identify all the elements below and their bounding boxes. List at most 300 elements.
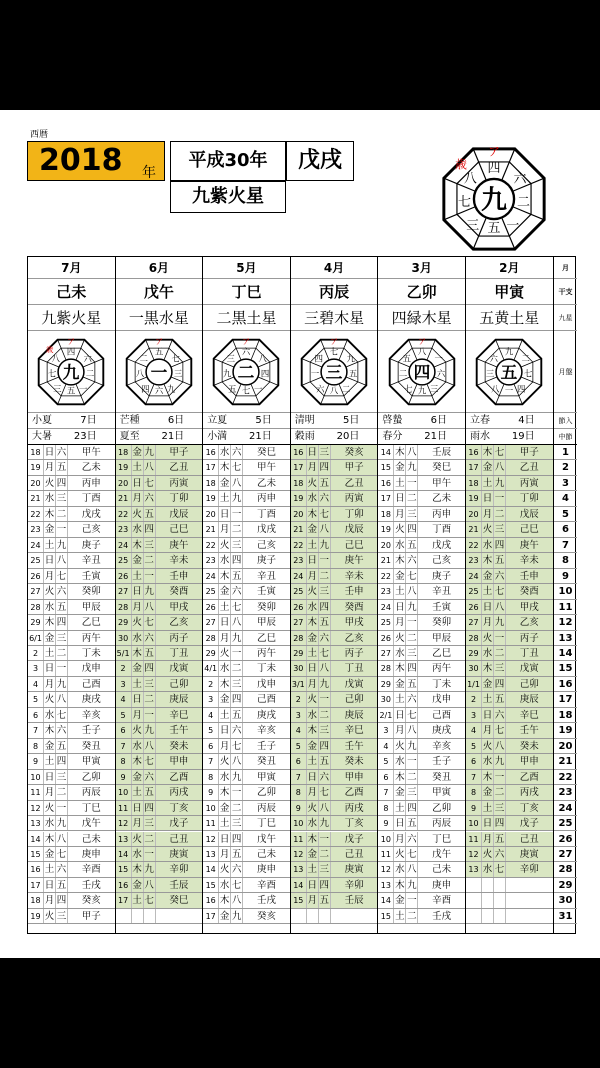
day-cell: 29 <box>378 677 394 691</box>
day-cell <box>482 909 494 923</box>
day-cell: 九 <box>231 493 242 505</box>
day-cell: 九 <box>494 477 505 489</box>
day-cell: 六 <box>407 694 417 706</box>
day-row <box>203 754 290 769</box>
day-cell: 日 <box>44 879 55 891</box>
day-cell: 一 <box>56 802 67 814</box>
month-6-board-cell: 三 <box>486 368 495 379</box>
day-cell <box>319 909 331 923</box>
month-column-5 <box>378 257 466 933</box>
day-row <box>116 661 203 676</box>
day-cell: 19 <box>203 491 219 505</box>
day-cell: 戊申 <box>432 694 452 706</box>
day-cell: 辛丑 <box>81 555 101 567</box>
day-cell: 癸卯 <box>256 601 276 613</box>
day-cell: 26 <box>291 600 307 614</box>
month-4-board-cell: 五 <box>348 368 358 379</box>
month-column-1 <box>28 257 116 933</box>
day-cell: 乙巳 <box>432 647 452 659</box>
day-cell: 六 <box>144 632 154 644</box>
day-cell: 丙子 <box>344 647 364 659</box>
day-row <box>466 445 553 460</box>
day-cell: 月 <box>307 678 318 690</box>
month-5-board-center: 四 <box>413 361 431 382</box>
day-cell: 23 <box>466 553 482 567</box>
day-cell: 五 <box>144 647 154 659</box>
month-2-board-center: 一 <box>150 361 168 382</box>
chu-day: 20日 <box>336 431 360 442</box>
day-cell: 水 <box>44 601 55 613</box>
day-cell: 2 <box>291 692 307 706</box>
month-1-board-cell: 四 <box>67 346 76 357</box>
day-cell: 癸卯 <box>432 617 452 629</box>
day-cell: 15 <box>203 878 219 892</box>
day-row <box>378 600 465 615</box>
day-cell: 日 <box>307 771 318 783</box>
day-cell: 15 <box>378 460 394 474</box>
legend-kanshi: 干支 <box>554 279 577 305</box>
day-row <box>466 646 553 661</box>
day-cell: 17 <box>28 878 44 892</box>
month-2-board-cell: 九 <box>166 383 176 394</box>
day-cell: 11 <box>28 785 44 799</box>
day-cell: 五 <box>494 833 505 845</box>
day-row <box>378 909 465 924</box>
day-row <box>378 615 465 630</box>
day-cell: 16 <box>466 445 482 459</box>
day-cell: 二 <box>144 833 154 845</box>
day-row <box>378 893 465 908</box>
day-cell <box>291 909 307 923</box>
day-cell: 金 <box>307 524 318 536</box>
day-row <box>116 893 203 908</box>
day-cell: 金 <box>307 848 318 860</box>
day-cell: 月 <box>44 787 55 799</box>
day-cell: 11 <box>378 847 394 861</box>
day-cell: 5 <box>203 723 219 737</box>
day-cell: 29 <box>116 615 132 629</box>
day-cell: 3 <box>116 677 132 691</box>
day-cell: 土 <box>132 895 142 907</box>
month-name: 4月 <box>291 257 378 279</box>
day-cell: 四 <box>231 555 242 567</box>
day-row <box>291 460 378 475</box>
day-cell: 甲辰 <box>432 632 452 644</box>
day-cell: 水 <box>219 879 230 891</box>
day-row <box>378 832 465 847</box>
day-cell: 30 <box>291 661 307 675</box>
day-cell: 九 <box>56 818 67 830</box>
day-cell: 二 <box>56 508 67 520</box>
day-cell: 五 <box>407 539 417 551</box>
day-cell: 30 <box>378 692 394 706</box>
day-row <box>291 847 378 862</box>
day-cell: 木 <box>132 647 142 659</box>
day-number: 8 <box>554 553 577 568</box>
legend-column <box>554 257 577 933</box>
day-cell: 癸亥 <box>81 895 101 907</box>
month-2-board-cell: 四 <box>141 383 150 394</box>
day-cell: 火 <box>132 725 142 737</box>
day-cell: 8 <box>291 785 307 799</box>
day-cell <box>116 909 132 923</box>
year-kyusei-board-icon <box>435 140 553 258</box>
day-cell: 金 <box>395 570 405 582</box>
day-cell: 5 <box>466 739 482 753</box>
setsu-row <box>466 413 553 429</box>
day-row <box>378 692 465 707</box>
day-number: 30 <box>554 893 577 908</box>
month-kanshi: 乙卯 <box>378 279 465 305</box>
month-kanshi: 丁巳 <box>203 279 290 305</box>
chu-name: 夏至 <box>119 431 140 442</box>
day-cell: 乙未 <box>432 493 452 505</box>
month-5-board-cell: 三 <box>429 383 439 394</box>
month-5-board-mark: ア <box>417 336 426 346</box>
chu-name: 雨水 <box>470 431 490 442</box>
day-row <box>466 631 553 646</box>
day-cell: 一 <box>407 895 417 907</box>
day-number: 13 <box>554 631 577 646</box>
day-cell: 16 <box>203 445 219 459</box>
day-cell: 五 <box>319 756 330 768</box>
day-cell: 土 <box>219 493 230 505</box>
day-row <box>378 553 465 568</box>
day-cell: 3/1 <box>291 677 307 691</box>
setsu-day: 6日 <box>430 415 447 426</box>
day-row <box>28 507 115 522</box>
day-cell: 四 <box>56 477 67 489</box>
day-cell: 水 <box>132 848 142 860</box>
day-row <box>203 893 290 908</box>
day-cell: 八 <box>494 462 505 474</box>
day-cell: 21 <box>203 522 219 536</box>
day-cell: 2/1 <box>378 708 394 722</box>
day-cell <box>506 893 553 907</box>
day-row <box>203 785 290 800</box>
day-cell: 火 <box>307 586 318 598</box>
month-3-board-cell: 四 <box>261 368 270 379</box>
day-cell: 四 <box>56 895 67 907</box>
day-cell: 金 <box>395 678 405 690</box>
setsu-day: 6日 <box>167 415 185 426</box>
day-cell: 五 <box>56 462 67 474</box>
day-cell: 五 <box>319 477 330 489</box>
day-cell: 土 <box>219 601 230 613</box>
day-cell: 二 <box>144 555 154 567</box>
day-cell: 2 <box>28 646 44 660</box>
chu-day: 21日 <box>249 431 272 442</box>
month-board <box>291 331 378 413</box>
day-cell: 22 <box>378 569 394 583</box>
day-cell: 乙未 <box>81 462 101 474</box>
day-cell: 水 <box>132 740 142 752</box>
day-row <box>116 600 203 615</box>
day-cell: 15 <box>116 862 132 876</box>
month-name: 2月 <box>466 257 553 279</box>
day-cell: 木 <box>44 508 55 520</box>
day-cell: 水 <box>307 601 318 613</box>
day-cell: 庚子 <box>256 555 276 567</box>
day-row <box>203 476 290 491</box>
day-number: 11 <box>554 600 577 615</box>
day-cell: 五 <box>56 740 67 752</box>
day-cell: 金 <box>307 740 318 752</box>
day-cell: 月 <box>44 678 55 690</box>
day-row <box>28 569 115 584</box>
day-cell: 癸酉 <box>519 586 539 598</box>
day-cell: 三 <box>494 524 505 536</box>
day-cell: 月 <box>219 848 230 860</box>
day-cell: 八 <box>56 694 67 706</box>
day-cell: 日 <box>482 493 493 505</box>
day-cell: 一 <box>231 647 242 659</box>
day-cell: 20 <box>28 476 44 490</box>
day-cell: 25 <box>203 584 219 598</box>
day-cell: 25 <box>291 584 307 598</box>
day-cell: 金 <box>132 555 142 567</box>
day-cell: 14 <box>116 847 132 861</box>
day-cell: 8 <box>116 754 132 768</box>
day-cell: 九 <box>144 447 154 458</box>
month-kanshi: 甲寅 <box>466 279 553 305</box>
day-cell: 土 <box>482 586 493 598</box>
day-cell: 庚子 <box>81 539 101 551</box>
day-cell: 14 <box>203 862 219 876</box>
day-cell: 六 <box>319 771 330 783</box>
month-4-board-cell: 六 <box>316 383 325 394</box>
day-cell: 土 <box>482 802 493 814</box>
day-cell: 五 <box>231 709 242 721</box>
chu-row <box>378 429 465 445</box>
day-cell: 木 <box>307 508 318 520</box>
day-number: 25 <box>554 816 577 831</box>
day-cell: 壬子 <box>256 740 276 752</box>
day-cell: 木 <box>44 833 55 845</box>
day-cell: 己亥 <box>432 555 452 567</box>
day-cell: 七 <box>144 895 154 907</box>
day-cell: 三 <box>56 493 67 505</box>
month-2-board-cell: 二 <box>139 352 148 363</box>
day-row <box>378 460 465 475</box>
day-cell: 土 <box>395 694 405 706</box>
day-cell: 月 <box>307 570 318 582</box>
day-cell: 土 <box>44 647 55 659</box>
day-cell: 5 <box>116 708 132 722</box>
month-6-board-cell: 九 <box>505 346 514 357</box>
day-cell: 10 <box>28 770 44 784</box>
day-cell: 16 <box>203 893 219 907</box>
day-cell: 癸亥 <box>344 447 364 458</box>
day-cell: 日 <box>482 709 493 721</box>
day-cell: 木 <box>482 771 493 783</box>
month-1-board-cell: 八 <box>51 352 61 363</box>
day-cell: 日 <box>307 447 318 458</box>
day-cell: 壬戌 <box>81 879 101 891</box>
day-cell: 乙酉 <box>169 771 189 783</box>
day-cell: 火 <box>132 617 142 629</box>
legend-chu: 中節 <box>554 429 577 445</box>
year-eto: 戊戌 <box>286 141 354 181</box>
day-cell: 癸酉 <box>169 586 189 598</box>
day-cell: 27 <box>291 615 307 629</box>
day-cell: 丙申 <box>256 493 276 505</box>
day-cell: 癸未 <box>169 740 189 752</box>
day-cell: 土 <box>395 802 405 814</box>
day-cell: 三 <box>56 910 67 922</box>
day-cell: 丙戌 <box>519 787 539 799</box>
day-number: 27 <box>554 847 577 862</box>
day-cell: 己亥 <box>256 539 276 551</box>
day-cell: 15 <box>291 893 307 907</box>
day-cell: 金 <box>482 462 493 474</box>
day-row <box>28 460 115 475</box>
day-row <box>466 708 553 723</box>
day-cell: 七 <box>319 647 330 659</box>
day-cell: 土 <box>482 694 493 706</box>
day-cell: 金 <box>219 802 230 814</box>
day-row <box>28 631 115 646</box>
day-cell: 水 <box>44 493 55 505</box>
day-cell: 癸未 <box>519 740 539 752</box>
day-row <box>116 723 203 738</box>
day-cell: 八 <box>144 462 154 474</box>
day-cell: 一 <box>319 555 330 567</box>
day-cell: 七 <box>144 617 154 629</box>
setsu-name: 立夏 <box>207 415 228 426</box>
day-cell: 六 <box>407 833 417 845</box>
month-5-board-cell: 九 <box>417 384 426 395</box>
day-cell: 六 <box>231 447 242 458</box>
month-star: 二黒土星 <box>203 305 290 331</box>
day-cell: 木 <box>307 725 318 737</box>
day-cell: 三 <box>319 447 330 458</box>
day-cell: 18 <box>28 445 44 459</box>
day-cell: 丙辰 <box>256 802 276 814</box>
day-cell: 金 <box>395 462 405 474</box>
day-cell: 六 <box>319 632 330 644</box>
day-cell: 己未 <box>81 833 101 845</box>
day-cell: 己酉 <box>81 678 101 690</box>
day-cell: 丙辰 <box>81 787 101 799</box>
day-cell: 七 <box>494 864 505 876</box>
month-5-board-cell: 六 <box>436 368 445 379</box>
day-cell: 5 <box>291 739 307 753</box>
day-row <box>291 631 378 646</box>
day-cell: 26 <box>466 600 482 614</box>
day-cell: 3 <box>291 708 307 722</box>
day-cell: 木 <box>482 663 493 675</box>
day-cell: 三 <box>144 539 154 551</box>
day-row <box>28 723 115 738</box>
day-cell: 日 <box>395 493 405 505</box>
day-row <box>28 770 115 785</box>
day-cell: 九 <box>144 725 154 737</box>
day-cell: 26 <box>116 569 132 583</box>
day-cell: 戊申 <box>81 663 101 675</box>
day-cell: 甲辰 <box>81 601 101 613</box>
day-cell: 己巳 <box>519 524 539 536</box>
day-cell: 癸巳 <box>256 447 276 458</box>
day-cell: 七 <box>494 447 505 458</box>
day-cell: 二 <box>56 787 67 799</box>
day-cell: 24 <box>378 600 394 614</box>
day-cell: 27 <box>28 584 44 598</box>
day-row <box>28 522 115 537</box>
day-cell: 辛酉 <box>432 895 452 907</box>
day-cell: 9 <box>466 801 482 815</box>
chu-day: 23日 <box>73 431 97 442</box>
day-cell: 水 <box>132 524 142 536</box>
day-cell: 2 <box>466 692 482 706</box>
day-cell: 3 <box>466 708 482 722</box>
chu-day: 19日 <box>511 431 535 442</box>
day-cell: 丁巳 <box>81 802 101 814</box>
day-row <box>28 893 115 908</box>
day-row <box>291 476 378 491</box>
day-cell: 九 <box>319 539 330 551</box>
day-cell: 土 <box>219 818 230 830</box>
day-cell: 庚寅 <box>169 848 189 860</box>
day-cell: 壬申 <box>344 586 364 598</box>
day-cell <box>482 893 494 907</box>
month-column-4 <box>291 257 379 933</box>
day-cell: 癸亥 <box>256 910 276 922</box>
day-cell: 水 <box>307 709 318 721</box>
setsu-row <box>378 413 465 429</box>
day-cell: 水 <box>482 647 493 659</box>
day-row <box>28 708 115 723</box>
day-cell: 11 <box>203 816 219 830</box>
day-cell: 八 <box>319 524 330 536</box>
day-row <box>466 507 553 522</box>
day-cell: 己卯 <box>169 678 189 690</box>
day-cell: 3 <box>378 723 394 737</box>
chu-day: 21日 <box>161 431 185 442</box>
day-row <box>378 878 465 893</box>
day-cell: 17 <box>116 893 132 907</box>
day-cell: 三 <box>56 632 67 644</box>
day-cell: 金 <box>44 740 55 752</box>
day-cell: 金 <box>132 447 142 458</box>
day-cell: 一 <box>407 617 417 629</box>
month-kanshi: 戊午 <box>116 279 203 305</box>
day-cell: 六 <box>144 771 154 783</box>
day-cell: 7 <box>116 739 132 753</box>
month-star: 九紫火星 <box>28 305 115 331</box>
day-cell: 癸丑 <box>256 756 276 768</box>
day-cell: 日 <box>395 709 405 721</box>
day-cell: 九 <box>56 539 67 551</box>
day-cell: 日 <box>132 586 142 598</box>
day-cell: 己丑 <box>344 848 364 860</box>
day-number: 4 <box>554 491 577 506</box>
day-row <box>116 708 203 723</box>
day-cell: 4 <box>378 739 394 753</box>
day-cell: 三 <box>319 864 330 876</box>
day-row <box>116 692 203 707</box>
day-cell: 九 <box>56 678 67 690</box>
day-cell: 辛未 <box>169 555 189 567</box>
day-row <box>378 739 465 754</box>
day-cell: 四 <box>407 802 417 814</box>
day-cell: 8 <box>203 770 219 784</box>
day-cell: 日 <box>219 833 230 845</box>
day-cell: 水 <box>482 756 493 768</box>
day-cell: 丁丑 <box>169 647 189 659</box>
month-5-board-cell: 五 <box>402 352 411 363</box>
day-cell: 八 <box>144 740 154 752</box>
